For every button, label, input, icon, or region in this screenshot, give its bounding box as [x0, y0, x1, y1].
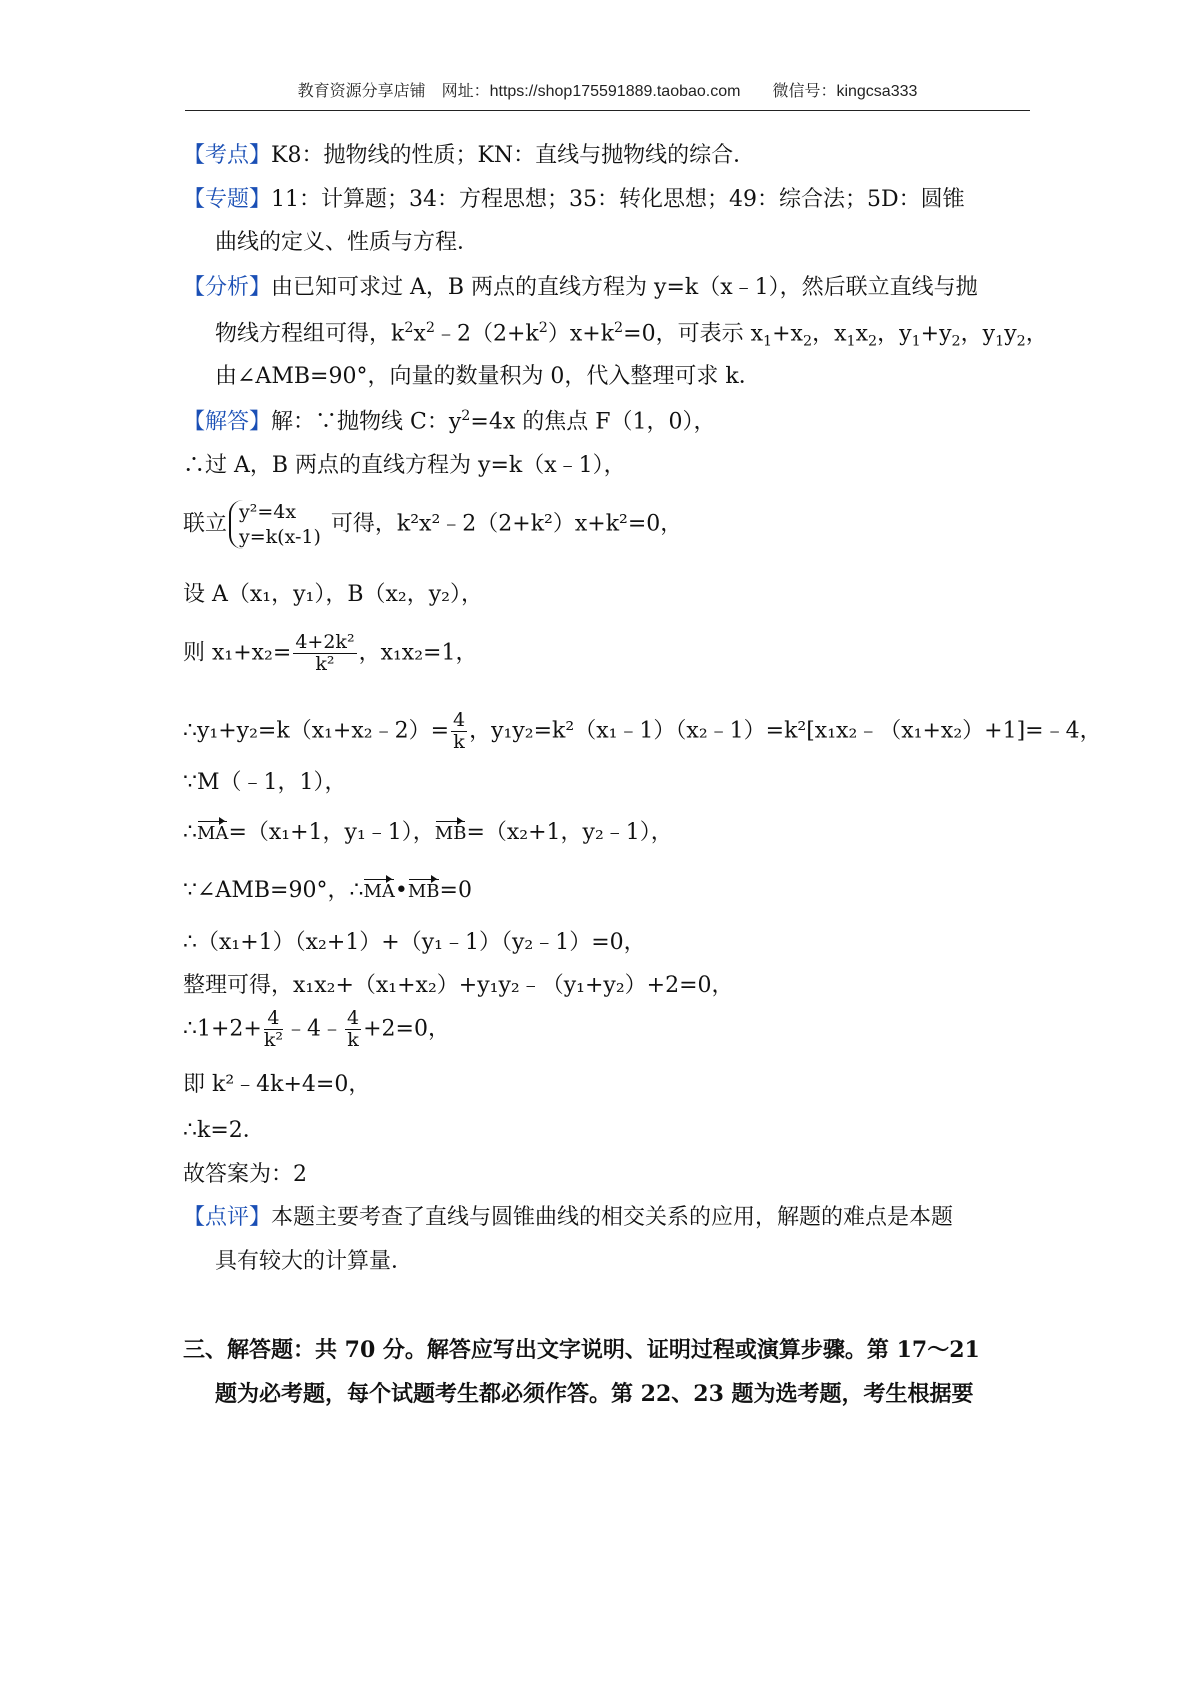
fenxi-text-1: 由已知可求过 A，B 两点的直线方程为 y=k（x﹣1），然后联立直线与抛 [271, 275, 978, 300]
dianping-text-1: 本题主要考查了直线与圆锥曲线的相交关系的应用，解题的难点是本题 [271, 1205, 954, 1230]
solution-line-4: 则 x₁+x₂= $\frac{\text{4+2k²}}{\text{k²}}$ ，x₁x₂=1， [183, 631, 478, 675]
fraction-4-over-k-b: $\frac{4}{k}$ [347, 1007, 360, 1051]
header-rule [185, 110, 1030, 111]
solution-line-2-result: 可得，k²x²﹣2（2+k²）x+k²=0， [330, 511, 683, 537]
kaodian-tag: 【考点】 [183, 143, 272, 168]
zhuanti-line [183, 187, 965, 213]
solution-line-9: ∴（x₁+1）（x₂+1）+（y₁﹣1）（y₂﹣1）=0， [183, 930, 646, 955]
fenxi-text-2: 物线方程组可得，$k^2x^2﹣2(2+k^2)x+k^2=0$，可表示 $x_1+x_2$，$x_1x_2$，$y_1+y_2$，$y_1y_2$， [215, 320, 1048, 350]
fraction-4-over-k: $\frac{4}{k}$ [453, 709, 466, 753]
vector-mb: MB [434, 823, 467, 844]
solution-line-11: ∴1+2+ $\frac{4}{\text{k²}}$ ﹣4﹣ $\frac{4}{k}$ +2=0， [183, 1007, 450, 1051]
answer-line: 故答案为：2 [183, 1162, 307, 1187]
kaodian-line [183, 143, 755, 169]
solution-line-12: 即 k²﹣4k+4=0， [183, 1072, 371, 1097]
equation-system [229, 500, 321, 549]
dianping-tag: 【点评】 [183, 1205, 272, 1230]
section-heading-2: 题为必考题，每个试题考生都必须作答。第 22、23 题为选考题，考生根据要 [215, 1381, 974, 1407]
dianping-line [183, 1205, 953, 1231]
fenxi-text-3: 由∠AMB=90°，向量的数量积为 0，代入整理可求 k． [215, 364, 761, 389]
solution-line-1: ∴过 A，B 两点的直线方程为 y=k（x﹣1）， [183, 453, 626, 478]
kaodian-text: K8：抛物线的性质；KN：直线与抛物线的综合． [271, 143, 756, 168]
jieda-text-b: =4x 的焦点 F（1，0）， [470, 409, 716, 435]
zhuanti-text-2: 曲线的定义、性质与方程． [215, 230, 480, 255]
jieda-line: 【解答】解：∵抛物线 C：$y^2=4x$ 的焦点 F（1，0）， [183, 408, 716, 435]
fenxi-tag: 【分析】 [183, 275, 272, 300]
solution-line-2 [183, 500, 682, 549]
solution-line-10: 整理可得，x₁x₂+（x₁+x₂）+y₁y₂﹣（y₁+y₂）+2=0， [183, 973, 734, 998]
fenxi-line [183, 275, 978, 301]
solution-line-5: ∴y₁+y₂=k（x₁+x₂﹣2）= $\frac{4}{k}$ ，y₁y₂=k²（x₁﹣1）（x₂﹣1）=k²[x₁x₂﹣（x₁+x₂）+1]=﹣4， [183, 709, 1102, 753]
section-heading-1: 三、解答题：共 70 分。解答应写出文字说明、证明过程或演算步骤。第 17～21 [183, 1337, 980, 1363]
jieda-tag: 【解答】 [183, 409, 272, 435]
system-eq-1: y²=4x [239, 501, 297, 523]
fraction-sum-x: $\frac{\text{4+2k²}}{\text{k²}}$ [295, 631, 355, 675]
solution-line-6: ∵M（﹣1，1）， [183, 770, 347, 795]
fraction-4-over-k2: $\frac{4}{\text{k²}}$ [263, 1007, 283, 1051]
zhuanti-text-1: 11：计算题；34：方程思想；35：转化思想；49：综合法；5D：圆锥 [271, 187, 965, 212]
zhuanti-tag: 【专题】 [183, 187, 272, 212]
solution-line-7: ∴MA=（x₁+1，y₁﹣1），MB=（x₂+1，y₂﹣1）， [183, 820, 673, 845]
solution-line-3: 设 A（x₁，y₁），B（x₂，y₂）， [183, 582, 483, 607]
lianli-label: 联立 [183, 511, 228, 537]
vector-ma: MA [197, 823, 229, 844]
solution-line-8: ∵∠AMB=90°，∴MA•MB=0 [183, 878, 472, 903]
page-header: 教育资源分享店铺 网址：https://shop175591889.taobao.com 微信号：kingcsa333 [297, 83, 918, 100]
jieda-text-a: 解：∵抛物线 C：y [271, 409, 462, 435]
dianping-text-2: 具有较大的计算量． [215, 1249, 414, 1274]
system-eq-2: y=k(x-1) [239, 525, 321, 548]
solution-line-13: ∴k=2． [183, 1118, 265, 1143]
vector-ma-2: MA [363, 881, 395, 902]
vector-mb-2: MB [407, 881, 440, 902]
